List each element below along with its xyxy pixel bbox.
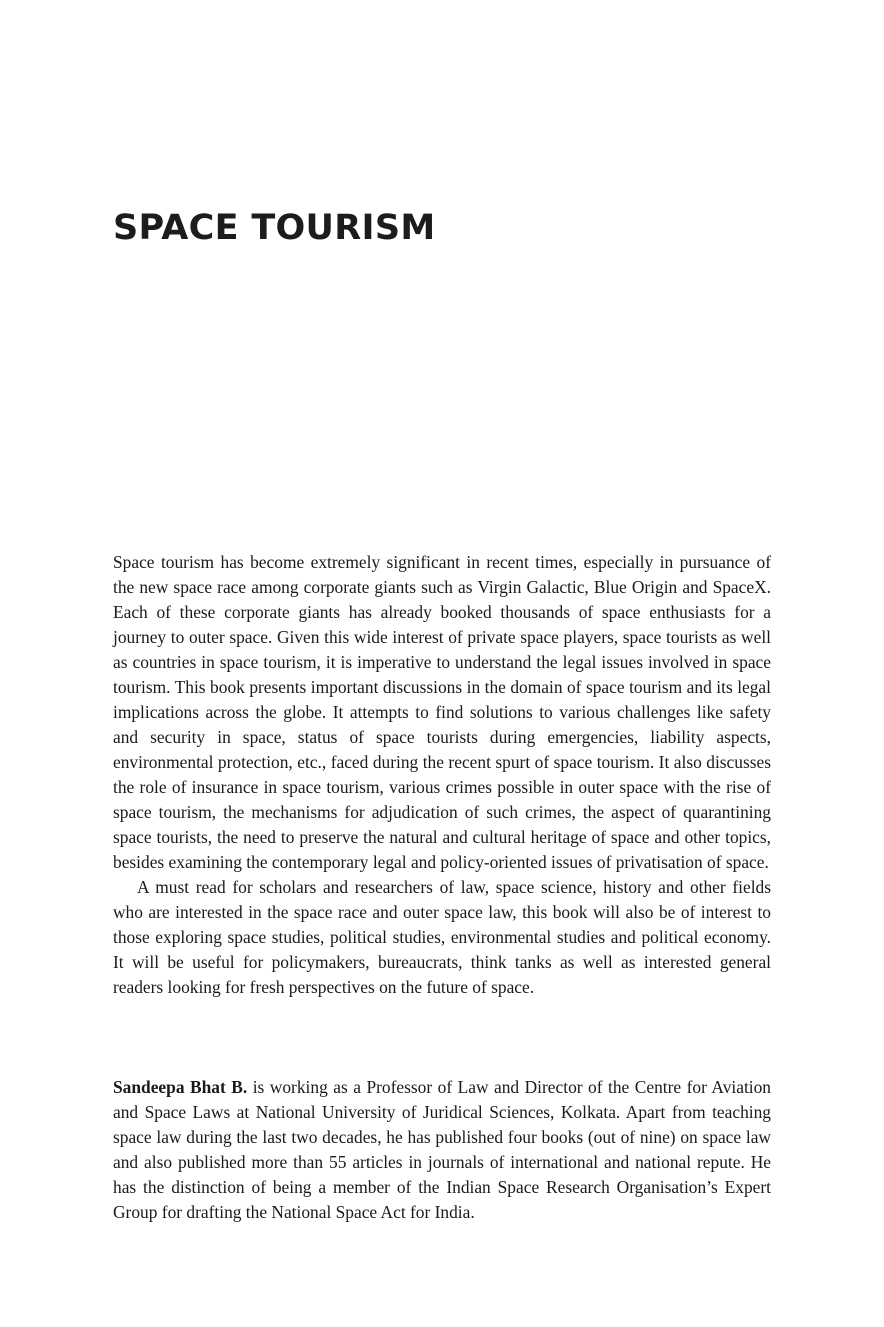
author-bio	[113, 1075, 771, 1225]
description-paragraph: A must read for scholars and researchers of law, space science, history and other fields who are interested in the space race and outer space law, this book will also be of interest to those exploring space studies, political studies, environmental studies and political economy. It will be useful for policymakers, bureaucrats, think tanks as well as interested general readers looking for fresh perspectives on the future of space.	[113, 877, 771, 997]
book-title: SPACE TOURISM	[113, 208, 436, 248]
book-description	[113, 550, 771, 1000]
description-paragraph: Space tourism has become extremely significant in recent times, especially in pursuance of the new space race among corporate giants such as Virgin Galactic, Blue Origin and SpaceX. Each of these corporate giants has already booked thousands of space enthusiasts for a journey to outer space. Given this wide interest of private space players, space tourists as well as countries in space tourism, it is imperative to understand the legal issues involved in space tourism. This book presents important discussions in the domain of space tourism and its legal implications across the globe. It attempts to find solutions to various challenges like safety and security in space, status of space tourists during emergencies, liability aspects, environmental protection, etc., faced during the recent spurt of space tourism. It also discusses the role of insurance in space tourism, various crimes possible in outer space with the rise of space tourism, the mechanisms for adjudication of such crimes, the aspect of quarantining space tourists, the need to preserve the natural and cultural heritage of space and other topics, besides examining the contemporary legal and policy-oriented issues of privatisation of space.	[113, 552, 771, 872]
author-name: Sandeepa Bhat B.	[113, 1077, 248, 1097]
author-bio-text: is working as a Professor of Law and Director of the Centre for Aviation and Space Laws at National University of Juridical Sciences, Kolkata. Apart from teaching space law during the last two decades, he has published four books (out of nine) on space law and also published more than 55 articles in journals of international and national repute. He has the distinction of being a member of the Indian Space Research Organisation’s Expert Group for drafting the National Space Act for India.	[113, 1077, 772, 1222]
